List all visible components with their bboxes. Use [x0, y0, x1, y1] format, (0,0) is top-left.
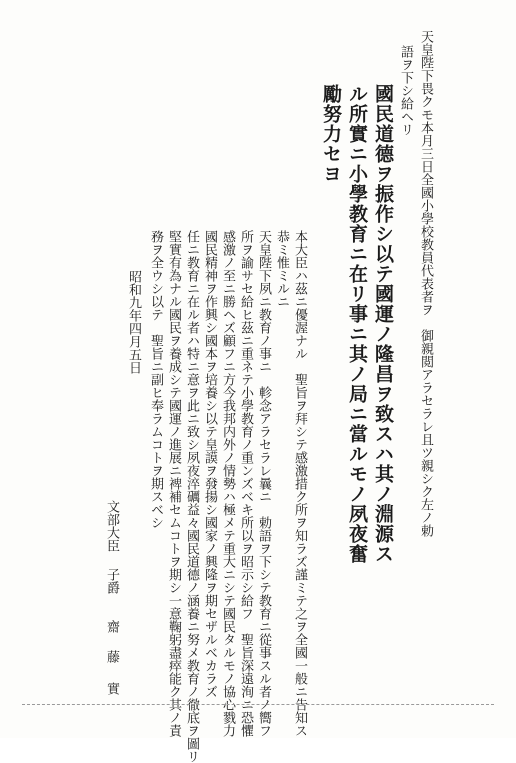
text-column-14: 務ヲ全ウシ以テ 聖旨ニ副ヒ奉ラムコトヲ期スベシ: [148, 230, 163, 529]
signature-title: 文部大臣: [104, 500, 119, 552]
text-column-11: 國民精神ヲ作興シ國本ヲ培養シ以テ皇謨ヲ發揚シ國家ノ興隆ヲ期セザルベカラズ: [202, 230, 217, 698]
signature-name-1: 齋: [104, 620, 119, 633]
bottom-dashed-rule: [22, 704, 494, 705]
text-column-13: 堅實有為ナル國民ヲ養成シテ國運ノ進展ニ裨補セムコトヲ期シ一意鞠躬盡瘁能ク其ノ責: [166, 230, 181, 737]
text-column-12: 任ニ教育ニ在ル者ハ特ニ意ヲ此ニ致シ夙夜淬礪益々國民道德ノ涵養ニ努メ教育ノ徹底ヲ圖リ: [184, 230, 199, 763]
text-column-8: 天皇陛下夙ニ教育ノ事ニ 軫念アラセラレ曩ニ 勅語ヲ下シテ教育ニ從事スル者ノ嚮フ: [256, 230, 271, 737]
rescript-column-3: 勵努力セヨ: [320, 84, 342, 184]
signature-name-3: 實: [104, 682, 119, 695]
text-column-1: 天皇陛下畏クモ本月三日全國小學校教員代表者ヲ 御親閲アラセラレ且ツ親シク左ノ勅: [418, 30, 433, 537]
text-column-10: 感激ノ至ニ勝ヘズ顧フニ方今我邦内外ノ情勢ハ極メテ重大ニシテ國民タルモノ協心戮力: [220, 230, 235, 737]
text-column-7: 恭ミ惟ミルニ: [274, 230, 289, 308]
rescript-column-2: ル所實ニ小學教育ニ在リ事ニ其ノ局ニ當ルモノ夙夜奮: [346, 84, 368, 564]
date: 昭和九年四月五日: [126, 270, 141, 374]
text-column-6: 本大臣ハ茲ニ優渥ナル 聖旨ヲ拜シテ感激措ク所ヲ知ラズ謹ミテ之ヲ全國一般ニ告知ス: [292, 230, 307, 737]
signature-rank: 子爵: [104, 568, 119, 594]
signature-name-2: 藤: [104, 650, 119, 663]
rescript-column-1: 國民道德ヲ振作シ以テ國運ノ隆昌ヲ致スハ其ノ淵源ス: [372, 84, 394, 564]
text-column-2: 語ヲ下シ給ヘリ: [398, 45, 413, 136]
text-column-9: 所ヲ諭サセ給ヒ茲ニ重ネテ小學教育ノ重ンズベキ所以ヲ昭示シ給フ 聖旨深遠洵ニ恐懼: [238, 230, 253, 737]
